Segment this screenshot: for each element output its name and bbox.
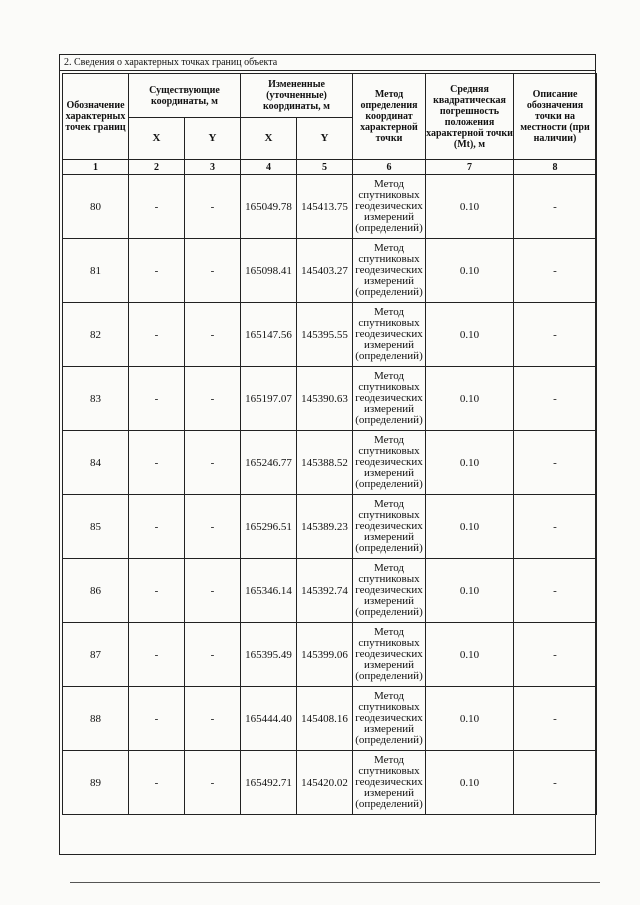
table-row [63, 431, 597, 495]
point-cell: 89 [63, 751, 129, 815]
column-number: 1 [63, 160, 129, 175]
column-number: 7 [426, 160, 514, 175]
boundary-points-table [62, 73, 597, 815]
description-cell: - [514, 751, 597, 815]
method-cell: Метод спутниковых геодезических измерений (определений) [353, 367, 426, 431]
accuracy-cell: 0.10 [426, 623, 514, 687]
header-existing-y: Y [185, 118, 241, 160]
existing-y-cell: - [185, 175, 241, 239]
description-cell: - [514, 431, 597, 495]
y-cell: 145392.74 [297, 559, 353, 623]
table-row [63, 623, 597, 687]
existing-x-cell: - [129, 687, 185, 751]
existing-x-cell: - [129, 623, 185, 687]
section-title: 2. Сведения о характерных точках границ объекта [60, 55, 595, 71]
existing-x-cell: - [129, 175, 185, 239]
method-cell: Метод спутниковых геодезических измерений (определений) [353, 431, 426, 495]
description-cell: - [514, 687, 597, 751]
x-cell: 165147.56 [241, 303, 297, 367]
existing-y-cell: - [185, 431, 241, 495]
existing-y-cell: - [185, 559, 241, 623]
column-number: 8 [514, 160, 597, 175]
point-cell: 83 [63, 367, 129, 431]
point-cell: 80 [63, 175, 129, 239]
header-existing-coordinates: Существующие координаты, м [129, 74, 241, 118]
existing-y-cell: - [185, 623, 241, 687]
y-cell: 145390.63 [297, 367, 353, 431]
existing-y-cell: - [185, 239, 241, 303]
accuracy-cell: 0.10 [426, 495, 514, 559]
description-cell: - [514, 239, 597, 303]
accuracy-cell: 0.10 [426, 239, 514, 303]
existing-x-cell: - [129, 367, 185, 431]
existing-x-cell: - [129, 751, 185, 815]
accuracy-cell: 0.10 [426, 175, 514, 239]
accuracy-cell: 0.10 [426, 303, 514, 367]
accuracy-cell: 0.10 [426, 687, 514, 751]
description-cell: - [514, 175, 597, 239]
point-cell: 82 [63, 303, 129, 367]
table-row [63, 687, 597, 751]
bottom-divider [70, 882, 600, 883]
header-description: Описание обозначения точки на местности (при наличии) [514, 74, 597, 160]
column-numbers-row [63, 160, 597, 175]
existing-x-cell: - [129, 239, 185, 303]
y-cell: 145408.16 [297, 687, 353, 751]
y-cell: 145395.55 [297, 303, 353, 367]
table-row [63, 751, 597, 815]
y-cell: 145399.06 [297, 623, 353, 687]
column-number: 5 [297, 160, 353, 175]
method-cell: Метод спутниковых геодезических измерений (определений) [353, 303, 426, 367]
table-row [63, 559, 597, 623]
header-method: Метод определения координат характерной точки [353, 74, 426, 160]
header-point-name: Обозначение характерных точек границ [63, 74, 129, 160]
column-number: 6 [353, 160, 426, 175]
header-changed-coordinates: Измененные (уточненные) координаты, м [241, 74, 353, 118]
y-cell: 145388.52 [297, 431, 353, 495]
description-cell: - [514, 367, 597, 431]
x-cell: 165049.78 [241, 175, 297, 239]
description-cell: - [514, 623, 597, 687]
point-cell: 86 [63, 559, 129, 623]
x-cell: 165197.07 [241, 367, 297, 431]
y-cell: 145420.02 [297, 751, 353, 815]
document-sheet [59, 54, 596, 855]
existing-y-cell: - [185, 495, 241, 559]
method-cell: Метод спутниковых геодезических измерений (определений) [353, 623, 426, 687]
method-cell: Метод спутниковых геодезических измерений (определений) [353, 175, 426, 239]
y-cell: 145389.23 [297, 495, 353, 559]
x-cell: 165246.77 [241, 431, 297, 495]
x-cell: 165395.49 [241, 623, 297, 687]
description-cell: - [514, 559, 597, 623]
accuracy-cell: 0.10 [426, 431, 514, 495]
description-cell: - [514, 495, 597, 559]
point-cell: 85 [63, 495, 129, 559]
table-row [63, 367, 597, 431]
column-number: 2 [129, 160, 185, 175]
point-cell: 88 [63, 687, 129, 751]
method-cell: Метод спутниковых геодезических измерений (определений) [353, 687, 426, 751]
accuracy-cell: 0.10 [426, 751, 514, 815]
existing-x-cell: - [129, 303, 185, 367]
existing-y-cell: - [185, 367, 241, 431]
description-cell: - [514, 303, 597, 367]
table-row [63, 239, 597, 303]
existing-y-cell: - [185, 303, 241, 367]
method-cell: Метод спутниковых геодезических измерений (определений) [353, 495, 426, 559]
x-cell: 165098.41 [241, 239, 297, 303]
table-row [63, 495, 597, 559]
existing-y-cell: - [185, 751, 241, 815]
header-changed-x: X [241, 118, 297, 160]
existing-x-cell: - [129, 431, 185, 495]
table-row [63, 303, 597, 367]
point-cell: 87 [63, 623, 129, 687]
y-cell: 145403.27 [297, 239, 353, 303]
accuracy-cell: 0.10 [426, 559, 514, 623]
header-changed-y: Y [297, 118, 353, 160]
column-number: 3 [185, 160, 241, 175]
existing-y-cell: - [185, 687, 241, 751]
existing-x-cell: - [129, 495, 185, 559]
point-cell: 84 [63, 431, 129, 495]
x-cell: 165296.51 [241, 495, 297, 559]
method-cell: Метод спутниковых геодезических измерений (определений) [353, 239, 426, 303]
x-cell: 165492.71 [241, 751, 297, 815]
x-cell: 165444.40 [241, 687, 297, 751]
header-existing-x: X [129, 118, 185, 160]
method-cell: Метод спутниковых геодезических измерений (определений) [353, 559, 426, 623]
table-row [63, 175, 597, 239]
header-accuracy: Средняя квадратическая погрешность положения характерной точки (Mt), м [426, 74, 514, 160]
existing-x-cell: - [129, 559, 185, 623]
y-cell: 145413.75 [297, 175, 353, 239]
point-cell: 81 [63, 239, 129, 303]
method-cell: Метод спутниковых геодезических измерений (определений) [353, 751, 426, 815]
column-number: 4 [241, 160, 297, 175]
accuracy-cell: 0.10 [426, 367, 514, 431]
x-cell: 165346.14 [241, 559, 297, 623]
